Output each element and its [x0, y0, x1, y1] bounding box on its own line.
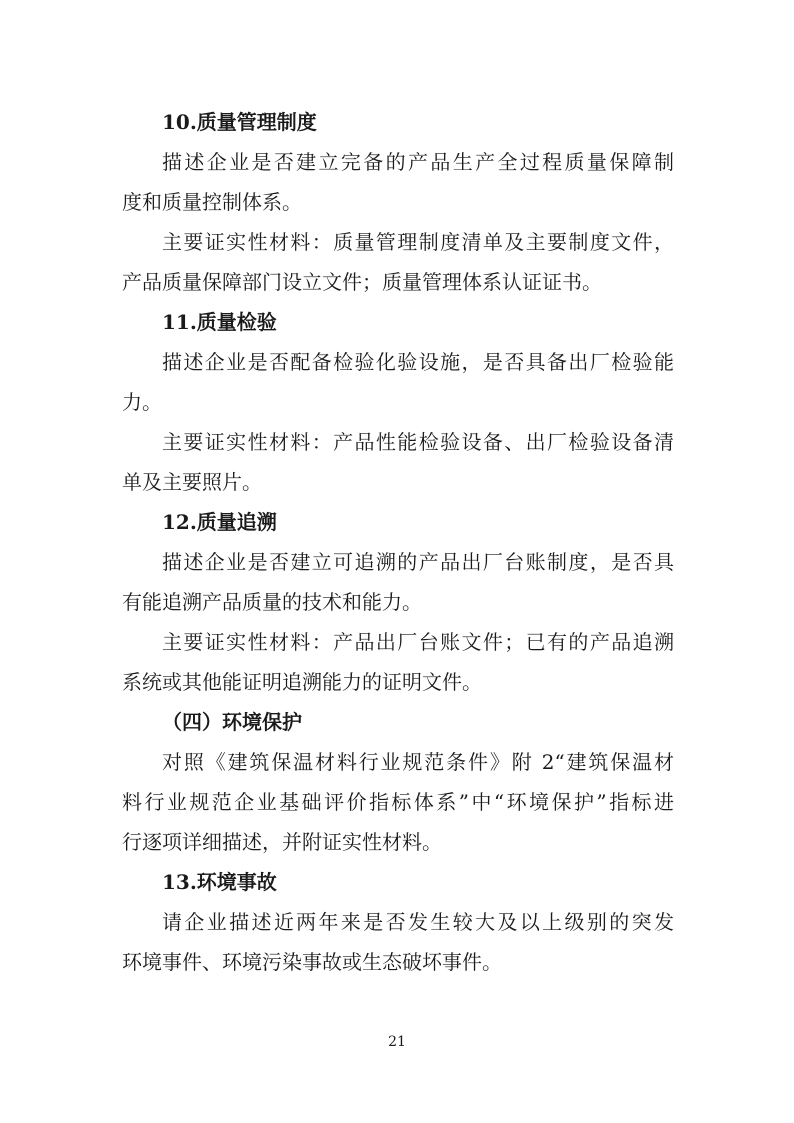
- paragraph-line: 描述企业是否建立可追溯的产品出厂台账制度，是否具: [162, 550, 674, 574]
- paragraph-line: 描述企业是否建立完备的产品生产全过程质量保障制: [162, 150, 674, 174]
- paragraph-line: 料行业规范企业基础评价指标体系”中“环境保护”指标进: [122, 790, 674, 814]
- paragraph-line: 环境事件、环境污染事故或生态破坏事件。: [122, 950, 502, 974]
- paragraph-line: 行逐项详细描述，并附证实性材料。: [122, 830, 442, 854]
- paragraph-line: 主要证实性材料：产品性能检验设备、出厂检验设备清: [162, 430, 674, 454]
- paragraph-line: 主要证实性材料：质量管理制度清单及主要制度文件，: [162, 230, 674, 254]
- paragraph-line: 单及主要照片。: [122, 470, 262, 494]
- paragraph-line: 请企业描述近两年来是否发生较大及以上级别的突发: [162, 910, 674, 934]
- paragraph-line: 描述企业是否配备检验化验设施，是否具备出厂检验能: [162, 350, 674, 374]
- paragraph-line: 度和质量控制体系。: [122, 190, 302, 214]
- paragraph-line: 对照《建筑保温材料行业规范条件》附 2“建筑保温材: [162, 750, 674, 774]
- page-number: 21: [388, 1034, 406, 1050]
- paragraph-line: 主要证实性材料：产品出厂台账文件；已有的产品追溯: [162, 630, 674, 654]
- section-heading-quality-management: 10.质量管理制度: [162, 110, 317, 134]
- section-heading-quality-inspection: 11.质量检验: [162, 310, 277, 334]
- section-heading-environmental-protection: （四）环境保护: [162, 710, 302, 734]
- document-body: [122, 102, 674, 982]
- section-heading-quality-traceability: 12.质量追溯: [162, 510, 277, 534]
- section-heading-environmental-accident: 13.环境事故: [162, 870, 277, 894]
- paragraph-line: 力。: [122, 390, 162, 414]
- paragraph-line: 产品质量保障部门设立文件；质量管理体系认证证书。: [122, 270, 602, 294]
- paragraph-line: 有能追溯产品质量的技术和能力。: [122, 590, 422, 614]
- paragraph-line: 系统或其他能证明追溯能力的证明文件。: [122, 670, 482, 694]
